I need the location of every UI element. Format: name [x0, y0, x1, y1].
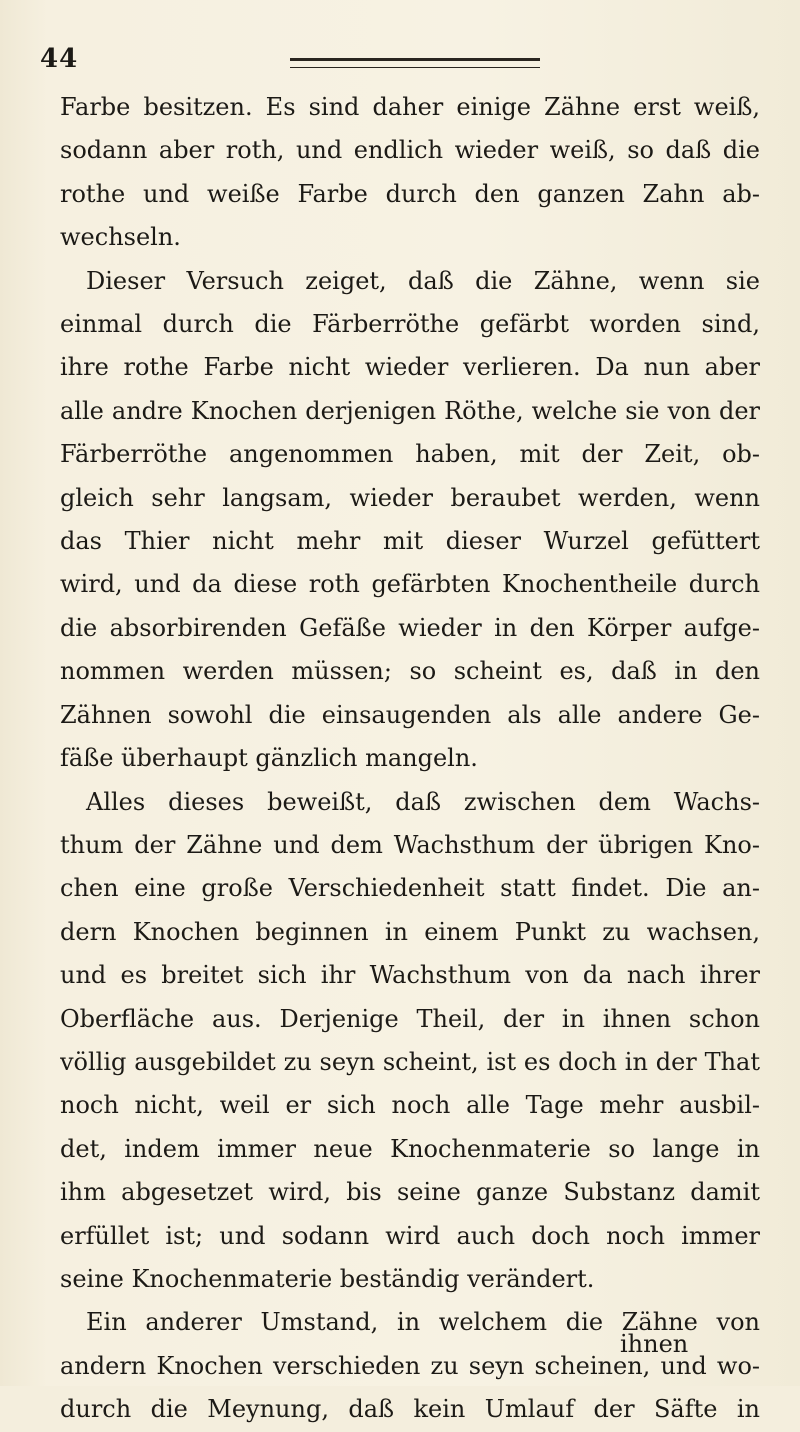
text-line: gleich sehr langsam, wieder beraubet werden, wenn: [60, 483, 760, 512]
text-line: seine Knochenmaterie beständig verändert.: [60, 1264, 595, 1293]
text-line: wird, und da diese roth gefärbten Knochentheile durch: [60, 570, 760, 599]
text-line: Färberröthe angenommen haben, mit der Zeit, ob-: [60, 440, 760, 469]
text-line: das Thier nicht mehr mit dieser Wurzel gefüttert: [60, 527, 760, 556]
text-line: erfüllet ist; und sodann wird auch doch noch immer: [60, 1221, 760, 1250]
text-line: thum der Zähne und dem Wachsthum der übrigen Kno-: [60, 830, 760, 859]
text-line: fäße überhaupt gänzlich mangeln.: [60, 744, 478, 773]
text-line: durch die Meynung, daß kein Umlauf der Säfte in: [60, 1395, 760, 1424]
text-line: Ein anderer Umstand, in welchem die Zähne von: [86, 1308, 760, 1337]
text-line: andern Knochen verschieden zu seyn scheinen, und wo-: [60, 1351, 760, 1380]
text-line: die absorbirenden Gefäße wieder in den Körper aufge-: [60, 613, 760, 642]
text-line: völlig ausgebildet zu seyn scheint, ist es doch in der That: [60, 1047, 760, 1076]
text-line: noch nicht, weil er sich noch alle Tage mehr ausbil-: [60, 1091, 760, 1120]
text-line: dern Knochen beginnen in einem Punkt zu wachsen,: [60, 917, 760, 946]
text-line: Zähnen sowohl die einsaugenden als alle andere Ge-: [60, 700, 760, 729]
text-line: Oberfläche aus. Derjenige Theil, der in ihnen schon: [60, 1004, 760, 1033]
text-line: nommen werden müssen; so scheint es, daß in den: [60, 657, 760, 686]
text-line: det, indem immer neue Knochenmaterie so lange in: [60, 1134, 760, 1163]
body-text: [60, 86, 760, 1432]
text-line: Alles dieses beweißt, daß zwischen dem Wachs-: [86, 787, 760, 816]
text-line: ihre rothe Farbe nicht wieder verlieren. Da nun aber: [60, 353, 760, 382]
text-line: einmal durch die Färberröthe gefärbt worden sind,: [60, 310, 760, 339]
text-line: und es breitet sich ihr Wachsthum von da nach ihrer: [60, 961, 760, 990]
text-line: sodann aber roth, und endlich wieder weiß, so daß die: [60, 136, 760, 165]
text-line: Dieser Versuch zeiget, daß die Zähne, wenn sie: [86, 266, 760, 295]
page-header: [40, 44, 760, 84]
text-line: wechseln.: [60, 223, 181, 252]
text-line: alle andre Knochen derjenigen Röthe, welche sie von der: [60, 396, 760, 425]
text-line: Farbe besitzen. Es sind daher einige Zähne erst weiß,: [60, 93, 760, 121]
page-number: 44: [40, 44, 79, 74]
header-rule: [290, 58, 540, 68]
text-line: rothe und weiße Farbe durch den ganzen Zahn ab-: [60, 179, 760, 208]
catchword: ihnen: [620, 1330, 689, 1358]
text-line: ihm abgesetzet wird, bis seine ganze Substanz damit: [60, 1178, 760, 1207]
text-line: chen eine große Verschiedenheit statt findet. Die an-: [60, 874, 760, 903]
